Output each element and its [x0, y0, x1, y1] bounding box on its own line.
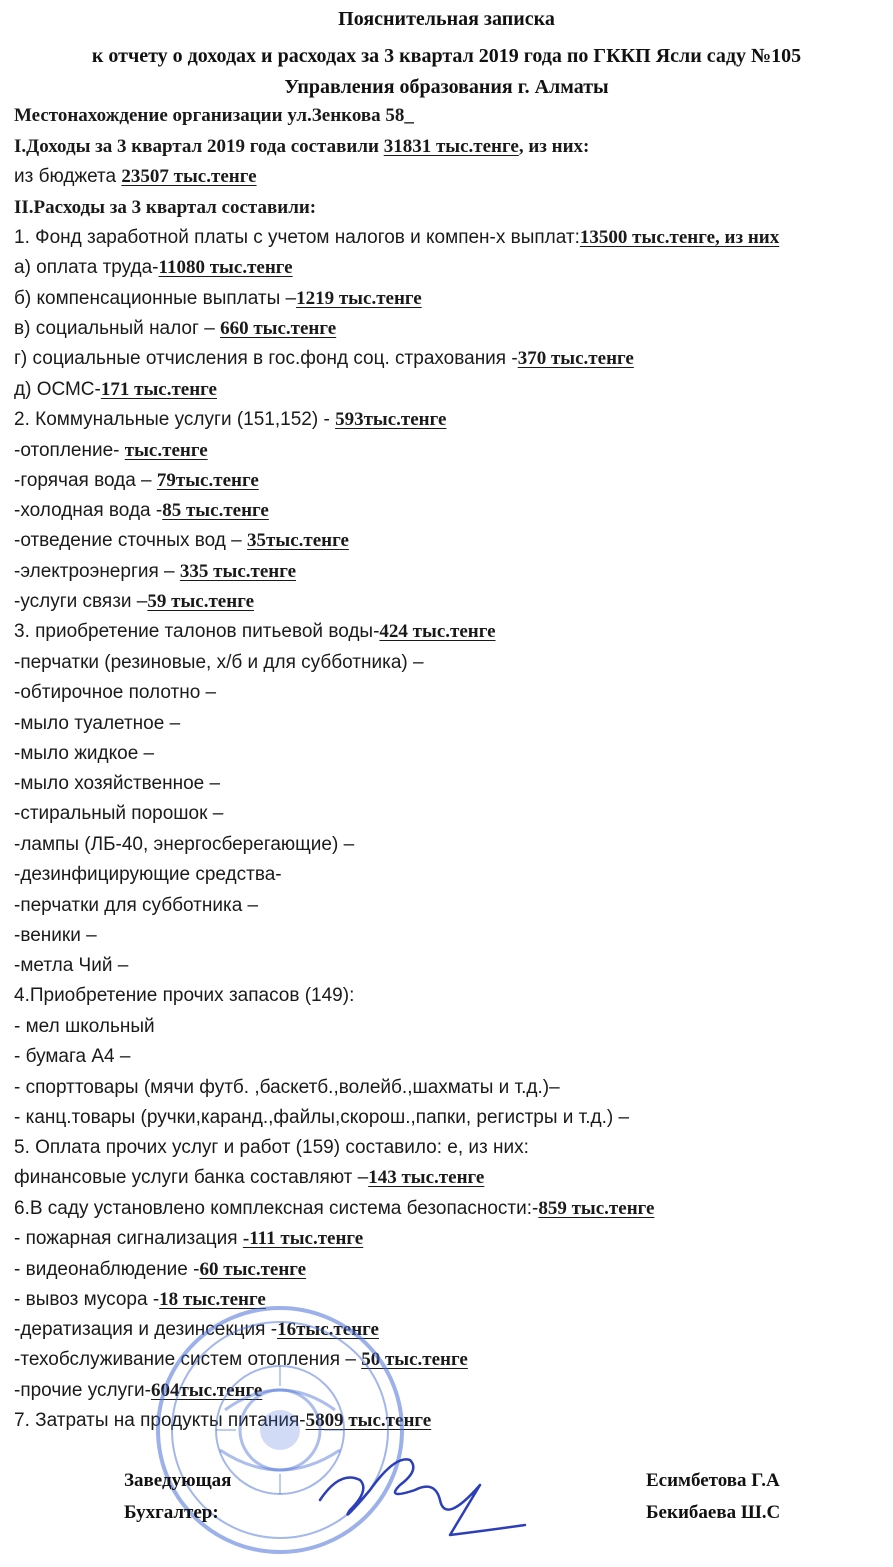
document-subtitle: к отчету о доходах и расходах за 3 квартал 2019 года по ГККП Ясли саду №105 — [91, 45, 802, 67]
list-item: - мел школьный — [14, 1016, 155, 1037]
salary-line: 1. Фонд заработной платы с учетом налогов и компен-х выплат:13500 тыс.тенге, из них — [14, 227, 780, 248]
list-item: -метла Чий – — [14, 955, 129, 976]
list-item: -холодная вода -85 тыс.тенге — [14, 500, 269, 521]
list-item: -дезинфицирующие средства- — [14, 864, 282, 885]
list-item: - спорттовары (мячи футб. ,баскетб.,волейб.,шахматы и т.д.)– — [14, 1077, 560, 1098]
list-item: а) оплата труда-11080 тыс.тенге — [14, 257, 293, 278]
list-item: г) социальные отчисления в гос.фонд соц. страхования -370 тыс.тенге — [14, 348, 634, 369]
signature-icon — [300, 1430, 530, 1550]
bank-services-line: финансовые услуги банка составляют –143 тыс.тенге — [14, 1167, 485, 1188]
utilities-line: 2. Коммунальные услуги (151,152) - 593тыс.тенге — [14, 409, 447, 430]
list-item: -мыло хозяйственное – — [14, 773, 221, 794]
list-item: - канц.товары (ручки,каранд.,файлы,скорош.,папки, регистры и т.д.) – — [14, 1107, 630, 1128]
expenses-title: II.Расходы за 3 квартал составили: — [14, 197, 317, 218]
services-line: 5. Оплата прочих услуг и работ (159) составило: е, из них: — [14, 1137, 529, 1158]
list-item: -мыло туалетное – — [14, 713, 181, 734]
list-item: -стиральный порошок – — [14, 803, 224, 824]
list-item: -электроэнергия – 335 тыс.тенге — [14, 561, 297, 582]
list-item: в) социальный налог – 660 тыс.тенге — [14, 318, 337, 339]
list-item: -прочие услуги-604тыс.тенге — [14, 1380, 263, 1401]
list-item: -перчатки (резиновые, х/б и для субботника) – — [14, 652, 424, 673]
list-item: -обтирочное полотно – — [14, 682, 217, 703]
budget-amount: 23507 тыс.тенге — [121, 166, 257, 187]
utilities-amount: 593тыс.тенге — [335, 409, 447, 430]
list-item: -техобслуживание систем отопления – 50 тыс.тенге — [14, 1349, 468, 1370]
list-item: -перчатки для субботника – — [14, 895, 259, 916]
list-item: -услуги связи –59 тыс.тенге — [14, 591, 254, 612]
list-item: - бумага А4 – — [14, 1046, 131, 1067]
location-line: Местонахождение организации ул.Зенкова 58_ — [14, 105, 414, 126]
food-amount: 5809 тыс.тенге — [305, 1410, 432, 1431]
list-item: - видеонаблюдение -60 тыс.тенге — [14, 1259, 307, 1280]
list-item: -отопление- тыс.тенге — [14, 440, 208, 461]
budget-line: из бюджета 23507 тыс.тенге — [14, 166, 257, 187]
accountant-label: Бухгалтер: — [124, 1502, 219, 1523]
head-name: Есимбетова Г.А — [646, 1470, 780, 1491]
water-amount: 424 тыс.тенге — [379, 621, 496, 642]
bank-amount: 143 тыс.тенге — [368, 1167, 485, 1188]
salary-amount: 13500 тыс.тенге, из них — [579, 227, 780, 248]
food-line: 7. Затраты на продукты питания-5809 тыс.тенге — [14, 1410, 432, 1431]
list-item: -горячая вода – 79тыс.тенге — [14, 470, 259, 491]
head-label: Заведующая — [124, 1470, 232, 1491]
list-item: -веники – — [14, 925, 97, 946]
list-item: -отведение сточных вод – 35тыс.тенге — [14, 530, 349, 551]
list-item: -дератизация и дезинсекция -16тыс.тенге — [14, 1319, 379, 1340]
list-item: д) ОСМС-171 тыс.тенге — [14, 379, 217, 400]
document-title: Пояснительная записка — [338, 8, 555, 30]
security-line: 6.В саду установлено комплексная система безопасности:-859 тыс.тенге — [14, 1198, 655, 1219]
water-line: 3. приобретение талонов питьевой воды-424 тыс.тенге — [14, 621, 496, 642]
income-amount: 31831 тыс.тенге — [383, 136, 519, 157]
accountant-name: Бекибаева Ш.С — [646, 1502, 781, 1523]
list-item: - вывоз мусора -18 тыс.тенге — [14, 1289, 266, 1310]
list-item: -мыло жидкое – — [14, 743, 155, 764]
income-line: I.Доходы за 3 квартал 2019 года составили 31831 тыс.тенге, из них: — [14, 136, 590, 157]
security-amount: 859 тыс.тенге — [538, 1198, 655, 1219]
list-item: - пожарная сигнализация -111 тыс.тенге — [14, 1228, 364, 1249]
list-item: б) компенсационные выплаты –1219 тыс.тенге — [14, 288, 422, 309]
supplies-line: 4.Приобретение прочих запасов (149): — [14, 985, 355, 1006]
list-item: -лампы (ЛБ-40, энергосберегающие) – — [14, 834, 355, 855]
organization-name: Управления образования г. Алматы — [284, 76, 609, 98]
